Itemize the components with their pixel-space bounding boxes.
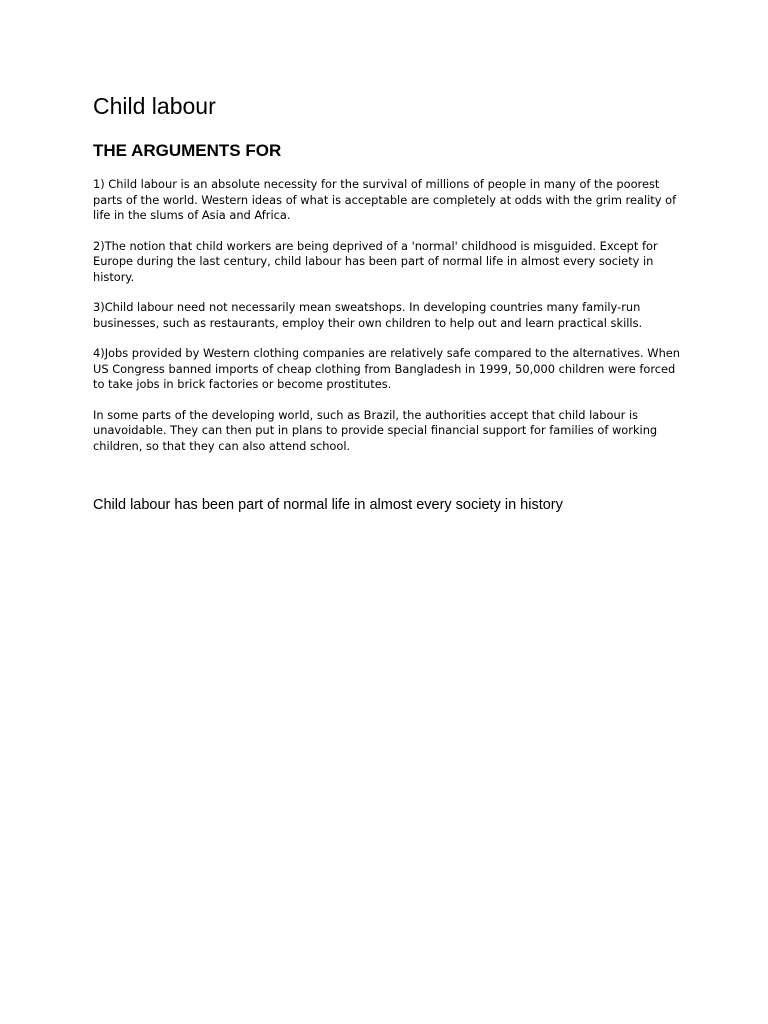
paragraph-brazil: In some parts of the developing world, such as Brazil, the authorities accept that child labour is unavoidable. They can then put in plans to provide special financial support for families of working children, so that they can also attend school.: [93, 407, 658, 453]
body-text: [93, 177, 683, 469]
paragraph-argument-4: 4)Jobs provided by Western clothing companies are relatively safe compared to the alternatives. When US Congress banned imports of cheap clothing from Bangladesh in 1999, 50,000 children were forced to take jobs in brick factories or become prostitutes.: [93, 346, 681, 391]
pull-quote: Child labour has been part of normal life in almost every society in history: [93, 497, 563, 513]
section-heading: THE ARGUMENTS FOR: [93, 141, 282, 160]
paragraph-argument-1: 1) Child labour is an absolute necessity for the survival of millions of people in many of the poorest parts of the world. Western ideas of what is acceptable are completely at odds with the grim reality of life in the slums of Asia and Africa.: [93, 177, 677, 222]
paragraph-argument-3: 3)Child labour need not necessarily mean sweatshops. In developing countries many family-run businesses, such as restaurants, employ their own children to help out and learn practical skills.: [93, 300, 643, 330]
document-title: Child labour: [93, 93, 216, 119]
paragraph-argument-2: 2)The notion that child workers are being deprived of a 'normal' childhood is misguided. Except for Europe during the last century, child labour has been part of normal life in almost every society in history.: [93, 238, 658, 284]
